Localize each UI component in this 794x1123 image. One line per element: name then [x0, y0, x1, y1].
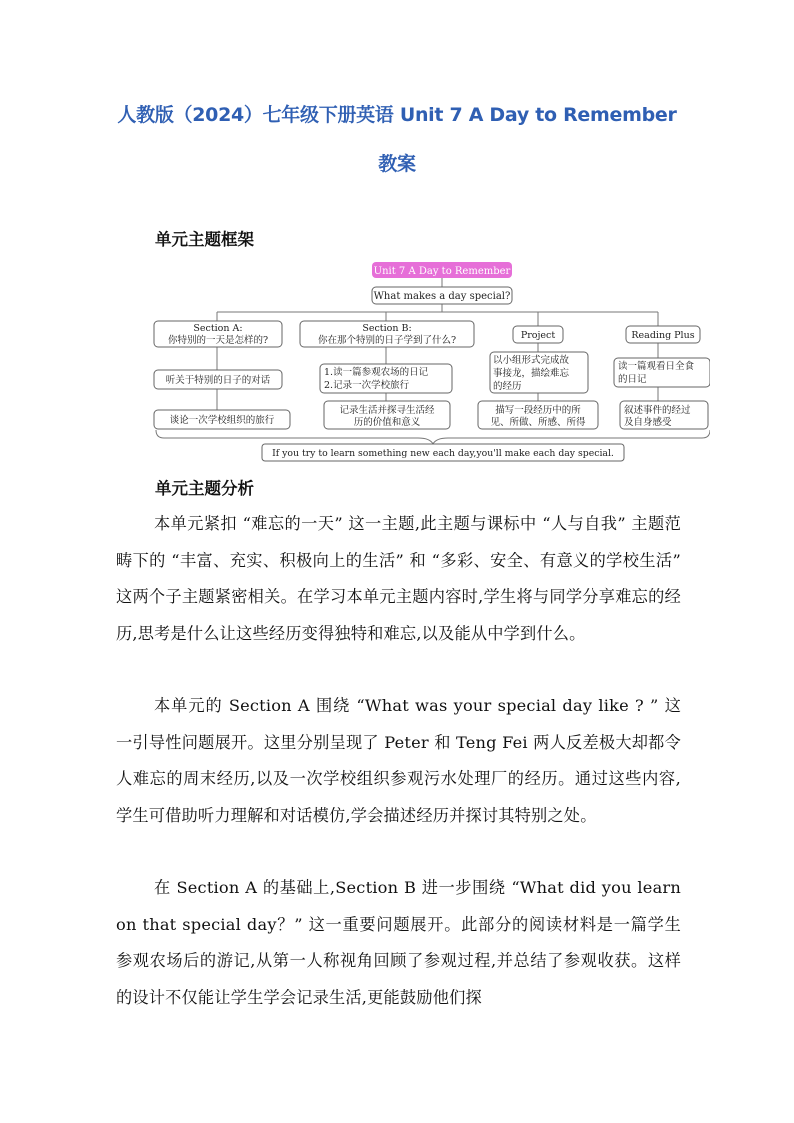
section-a-question: 你特别的一天是怎样的? [167, 335, 269, 346]
reading-plus-item-1-line-2: 的日记 [618, 374, 647, 385]
section-heading-analysis: 单元主题分析 [155, 479, 254, 498]
document-title: 人教版（2024）七年级下册英语 Unit 7 A Day to Remember [117, 104, 677, 126]
section-b-item-1-line-2: 2.记录一次学校旅行 [324, 380, 410, 391]
project-item-2-line-1: 描写一段经历中的所 [495, 405, 581, 416]
bottom-brace [156, 430, 710, 444]
analysis-paragraph-1: 本单元紧扣 “难忘的一天” 这一主题,此主题与课标中 “人与自我” 主题范畴下的 “丰富、充实、积极向上的生活” 和 “多彩、安全、有意义的学校生活” 这两个子主题紧密相关。在学习本单元主题内容时,学生将与同学分享难忘的经历,思考是什么让这些经历变得独特和难忘,以及能从中学到什么。 [116, 514, 681, 643]
reading-plus-title: Reading Plus [631, 330, 695, 341]
document-title-subtitle: 教案 [378, 153, 416, 175]
section-b-item-2-line-2: 历的价值和意义 [353, 417, 421, 428]
project-item-1-line-1: 以小组形式完成故 [493, 355, 570, 366]
reading-plus-item-2-line-2: 及自身感受 [624, 417, 672, 428]
section-b-item-2-line-1: 记录生活并探寻生活经 [339, 405, 435, 416]
section-b-question: 你在那个特别的日子学到了什么? [317, 335, 457, 346]
project-item-1-line-3: 的经历 [493, 381, 522, 392]
project-title: Project [520, 330, 556, 341]
root-node-label: Unit 7 A Day to Remember [373, 266, 511, 277]
section-a-item-2-label: 谈论一次学校组织的旅行 [169, 415, 275, 426]
conclusion-label: If you try to learn something new each day,you'll make each day special. [272, 448, 614, 459]
question-node-label: What makes a day special? [373, 291, 511, 302]
project-item-2-line-2: 见、所做、所感、所得 [490, 417, 586, 428]
analysis-paragraph-2: 本单元的 Section A 围绕 “What was your special day like ? ” 这一引导性问题展开。这里分别呈现了 Peter 和 Teng Fei 两人反差极大却都令人难忘的周末经历,以及一次学校组织参观污水处理厂的经历。通过这些内容,学生可借助听力理解和对话模仿,学会描述经历并探讨其特别之处。 [116, 696, 681, 825]
unit-framework-diagram [150, 258, 710, 463]
section-b-title: Section B: [362, 323, 412, 334]
section-b-item-1-line-1: 1.读一篇参观农场的日记 [324, 367, 429, 378]
analysis-paragraph-3: 在 Section A 的基础上,Section B 进一步围绕 “What did you learn on that special day？” 这一重要问题展开。此部分的阅读材料是一篇学生参观农场后的游记,从第一人称视角回顾了参观过程,并总结了参观收获。这样的设计不仅能让学生学会记录生活,更能鼓励他们探 [116, 878, 681, 1007]
section-a-title: Section A: [193, 323, 243, 334]
section-heading-framework: 单元主题框架 [155, 230, 254, 249]
reading-plus-item-2-line-1: 叙述事件的经过 [624, 405, 691, 416]
reading-plus-item-1-line-1: 读一篇观看日全食 [618, 361, 695, 372]
project-item-1-line-2: 事接龙，描绘难忘 [493, 368, 570, 379]
section-a-item-1-label: 听关于特别的日子的对话 [165, 375, 271, 386]
